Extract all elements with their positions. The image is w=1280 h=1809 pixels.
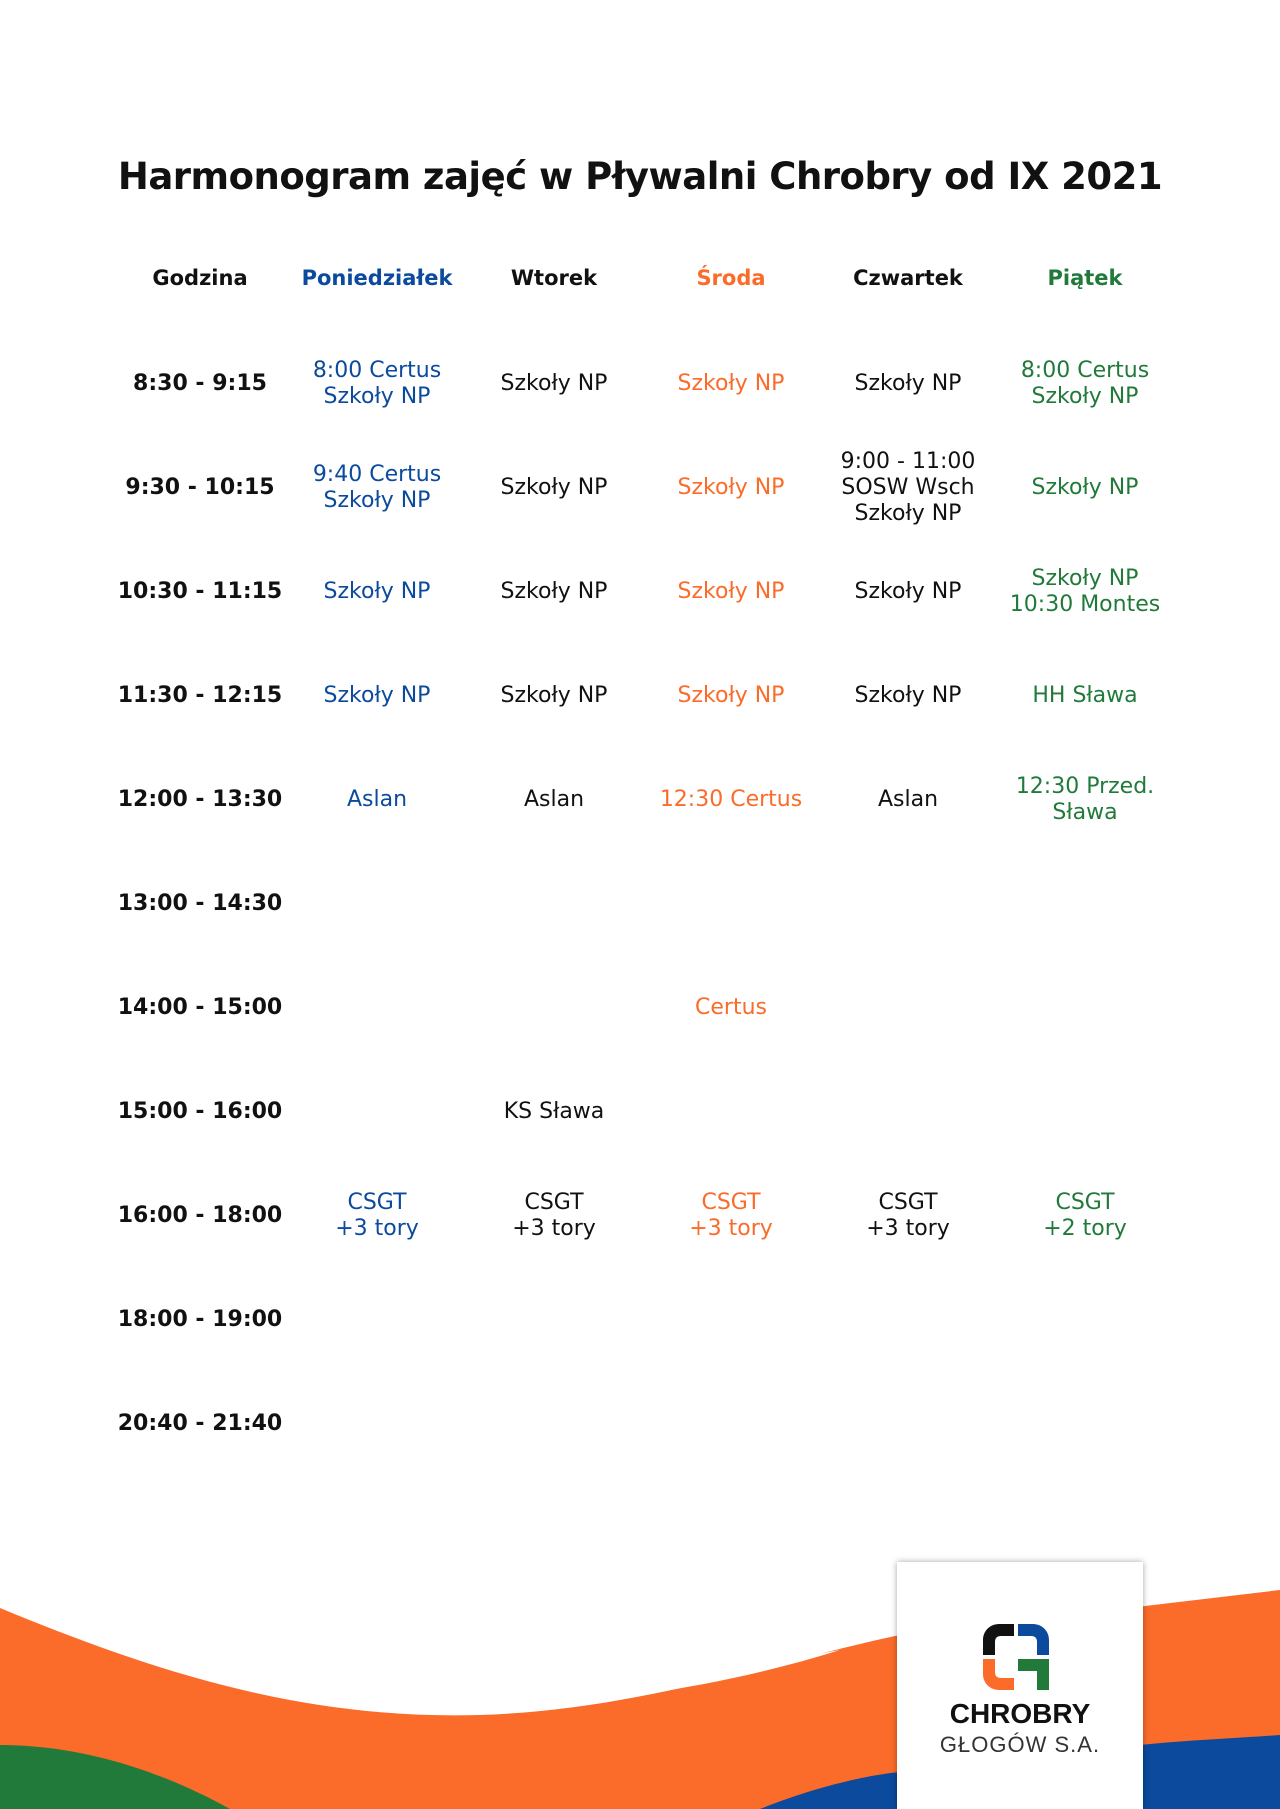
time-slot: 9:30 - 10:15 [125, 475, 275, 500]
time-slot: 18:00 - 19:00 [117, 1307, 283, 1332]
cell-line: CSGT [524, 1190, 584, 1215]
cell-line: CSGT [1055, 1190, 1115, 1215]
schedule-cell-tue [466, 1099, 642, 1125]
logo-subtitle: GŁOGÓW S.A. [939, 1732, 1101, 1757]
cell-line: Szkoły NP [677, 475, 785, 500]
schedule-cell-mon [289, 1190, 465, 1242]
header-wednesday: Środa [696, 266, 766, 290]
cell-line: Szkoły NP [677, 683, 785, 708]
cell-line: Szkoły NP [500, 475, 608, 500]
time-slot: 12:00 - 13:30 [117, 787, 283, 812]
logo-name: CHROBRY [949, 1698, 1091, 1729]
cell-line: 9:40 Certus [312, 462, 442, 487]
schedule-cell-mon [289, 787, 465, 813]
schedule-cell-fri [997, 774, 1173, 826]
cell-line: Szkoły NP [677, 371, 785, 396]
cell-line: +3 tory [689, 1216, 773, 1241]
cell-line: Aslan [523, 787, 585, 812]
schedule-cell-fri [997, 1190, 1173, 1242]
cell-line: 9:00 - 11:00 [840, 449, 976, 474]
cell-line: CSGT [347, 1190, 407, 1215]
schedule-cell-fri [997, 566, 1173, 618]
cell-line: Aslan [346, 787, 408, 812]
schedule-cell-tue [466, 475, 642, 501]
time-slot: 8:30 - 9:15 [133, 371, 267, 396]
schedule-cell-fri [997, 475, 1173, 501]
cell-line: Certus [695, 995, 767, 1020]
time-slot: 20:40 - 21:40 [117, 1411, 283, 1436]
cell-line: Szkoły NP [854, 683, 962, 708]
logo-card [897, 1562, 1143, 1809]
header-friday: Piątek [1047, 266, 1123, 290]
time-slot: 11:30 - 12:15 [117, 683, 283, 708]
cell-line: +2 tory [1043, 1216, 1127, 1241]
cell-line: +3 tory [866, 1216, 950, 1241]
cell-line: 8:00 Certus [1020, 358, 1150, 383]
schedule-cell-mon [289, 683, 465, 709]
cell-line: Szkoły NP [500, 683, 608, 708]
chrobry-logo-icon [981, 1622, 1051, 1692]
cell-line: +3 tory [335, 1216, 419, 1241]
schedule-cell-tue [466, 787, 642, 813]
cell-line: Szkoły NP [323, 579, 431, 604]
schedule-cell-tue [466, 1190, 642, 1242]
cell-line: 10:30 Montes [1009, 592, 1161, 617]
cell-line: Szkoły NP [854, 371, 962, 396]
schedule-cell-wed [643, 371, 819, 397]
cell-line: Szkoły NP [500, 371, 608, 396]
time-slot: 15:00 - 16:00 [117, 1099, 283, 1124]
schedule-cell-tue [466, 579, 642, 605]
time-slot: 16:00 - 18:00 [117, 1203, 283, 1228]
header-thursday: Czwartek [853, 266, 963, 290]
schedule-cell-thu [820, 1190, 996, 1242]
cell-line: 12:30 Przed. [1015, 774, 1155, 799]
cell-line: SOSW Wsch [841, 475, 975, 500]
schedule-cell-wed [643, 1190, 819, 1242]
cell-line: KS Sława [503, 1099, 605, 1124]
cell-line: 12:30 Certus [659, 787, 803, 812]
schedule-cell-wed [643, 995, 819, 1021]
cell-line: CSGT [701, 1190, 761, 1215]
cell-line: Szkoły NP [854, 501, 962, 526]
schedule-cell-tue [466, 683, 642, 709]
schedule-cell-tue [466, 371, 642, 397]
cell-line: CSGT [878, 1190, 938, 1215]
cell-line: Szkoły NP [323, 384, 431, 409]
cell-line: Szkoły NP [854, 579, 962, 604]
header-tuesday: Wtorek [510, 266, 598, 290]
header-time: Godzina [152, 266, 248, 290]
schedule-cell-mon [289, 358, 465, 410]
cell-line: Szkoły NP [1031, 384, 1139, 409]
schedule-cell-thu [820, 579, 996, 605]
page-title: Harmonogram zajęć w Pływalni Chrobry od IX 2021 [117, 155, 1163, 198]
schedule-cell-thu [820, 787, 996, 813]
cell-line: Szkoły NP [500, 579, 608, 604]
cell-line: Szkoły NP [677, 579, 785, 604]
cell-line: Szkoły NP [323, 488, 431, 513]
cell-line: Szkoły NP [1031, 566, 1139, 591]
schedule-cell-mon [289, 579, 465, 605]
cell-line: Sława [1052, 800, 1118, 825]
schedule-cell-thu [820, 449, 996, 527]
schedule-cell-wed [643, 683, 819, 709]
header-monday: Poniedziałek [301, 266, 453, 290]
schedule-cell-wed [643, 579, 819, 605]
schedule-cell-fri [997, 683, 1173, 709]
schedule-cell-thu [820, 371, 996, 397]
cell-line: +3 tory [512, 1216, 596, 1241]
schedule-cell-mon [289, 462, 465, 514]
time-slot: 14:00 - 15:00 [117, 995, 283, 1020]
cell-line: Aslan [877, 787, 939, 812]
schedule-cell-wed [643, 787, 819, 813]
schedule-cell-wed [643, 475, 819, 501]
schedule-cell-thu [820, 683, 996, 709]
time-slot: 13:00 - 14:30 [117, 891, 283, 916]
cell-line: Szkoły NP [323, 683, 431, 708]
cell-line: 8:00 Certus [312, 358, 442, 383]
time-slot: 10:30 - 11:15 [117, 579, 283, 604]
cell-line: Szkoły NP [1031, 475, 1139, 500]
schedule-cell-fri [997, 358, 1173, 410]
cell-line: HH Sława [1032, 683, 1138, 708]
blue-wave-right [1140, 1735, 1280, 1809]
